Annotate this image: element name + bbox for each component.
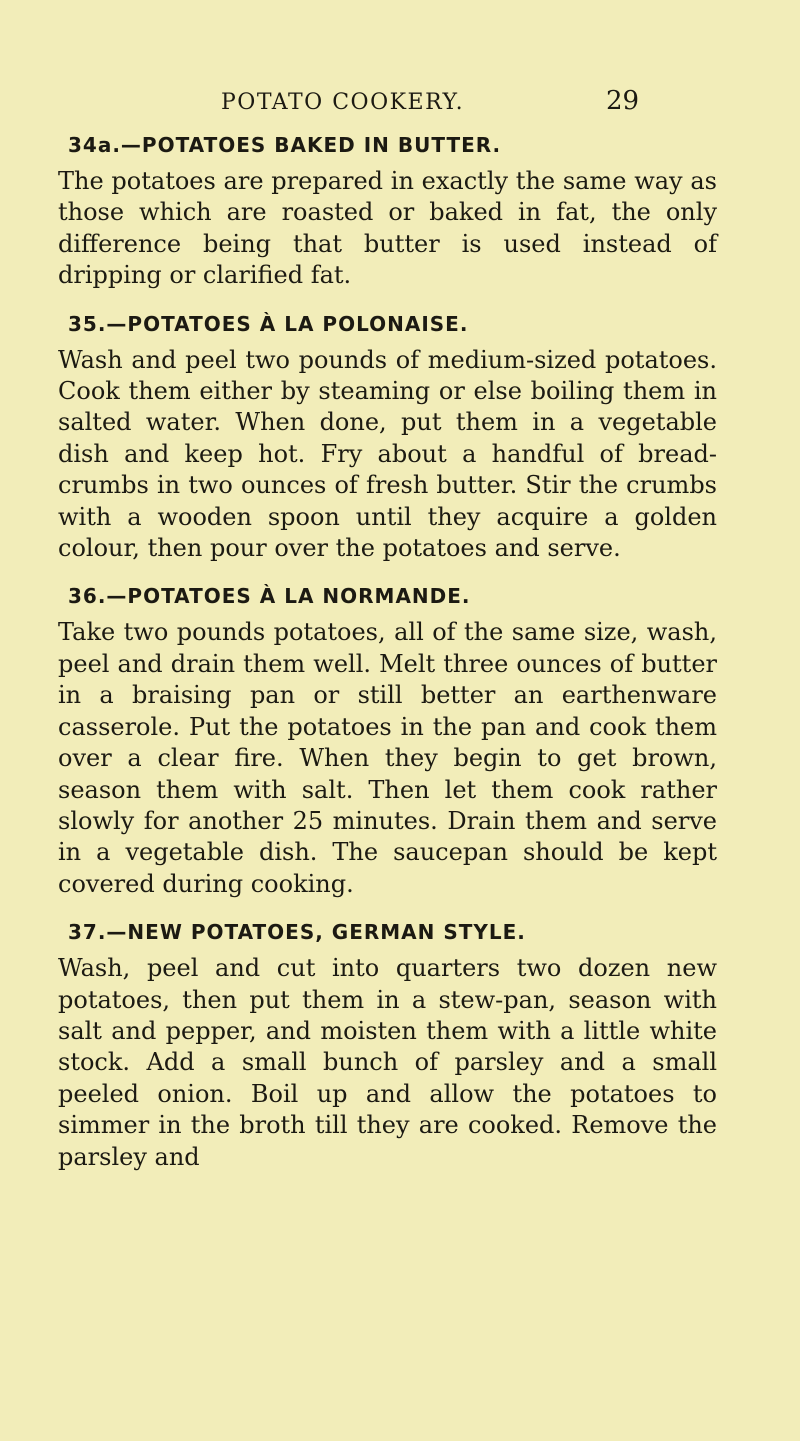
- recipe-text: Wash, peel and cut into quarters two dozen new potatoes, then put them in a stew-pan, season with salt and pepper, and moisten them with a little white stock. Add a small bunch of parsley and a small peeled onion. Boil up and allow the potatoes to simmer in the broth till they are cooked. Remove the parsley and: [58, 954, 717, 1171]
- running-head: [58, 0, 717, 130]
- recipe-text: Wash and peel two pounds of medium-sized potatoes. Cook them either by steaming or else boiling them in salted water. When done, put them in a vegetable dish and keep hot. Fry about a handful of bread-crumbs in two ounces of fresh butter. Stir the crumbs with a wooden spoon until they acquire a golden colour, then pour over the potatoes and serve.: [58, 345, 717, 563]
- recipe-section-37: [58, 917, 717, 1173]
- recipe-text: Take two pounds potatoes, all of the same size, wash, peel and drain them well. Melt three ounces of butter in a braising pan or still better an earthenware casserole. Put the potatoes in the pan and cook them over a clear fire. When they begin to get brown, season them with salt. Then let them cook rather slowly for another 25 minutes. Drain them and serve in a vegetable dish. The saucepan should be kept covered during cooking.: [58, 618, 717, 898]
- recipe-heading: 35.—POTATOES À LA POLONAISE.: [68, 311, 469, 336]
- recipe-section-34a: [58, 130, 717, 292]
- recipe-section-35: [58, 309, 717, 565]
- recipe-heading: 36.—POTATOES À LA NORMANDE.: [68, 584, 471, 609]
- recipe-heading: 34a.—POTATOES BAKED IN BUTTER.: [68, 133, 502, 157]
- recipe-section-36: [58, 581, 717, 900]
- running-title: POTATO COOKERY.: [221, 90, 465, 115]
- recipe-heading: 37.—NEW POTATOES, GERMAN STYLE.: [68, 920, 526, 945]
- page-number: 29: [606, 86, 640, 116]
- recipe-text: The potatoes are prepared in exactly the same way as those which are roasted or baked in fat, the only difference being that butter is used instead of dripping or clarified fat.: [58, 167, 717, 290]
